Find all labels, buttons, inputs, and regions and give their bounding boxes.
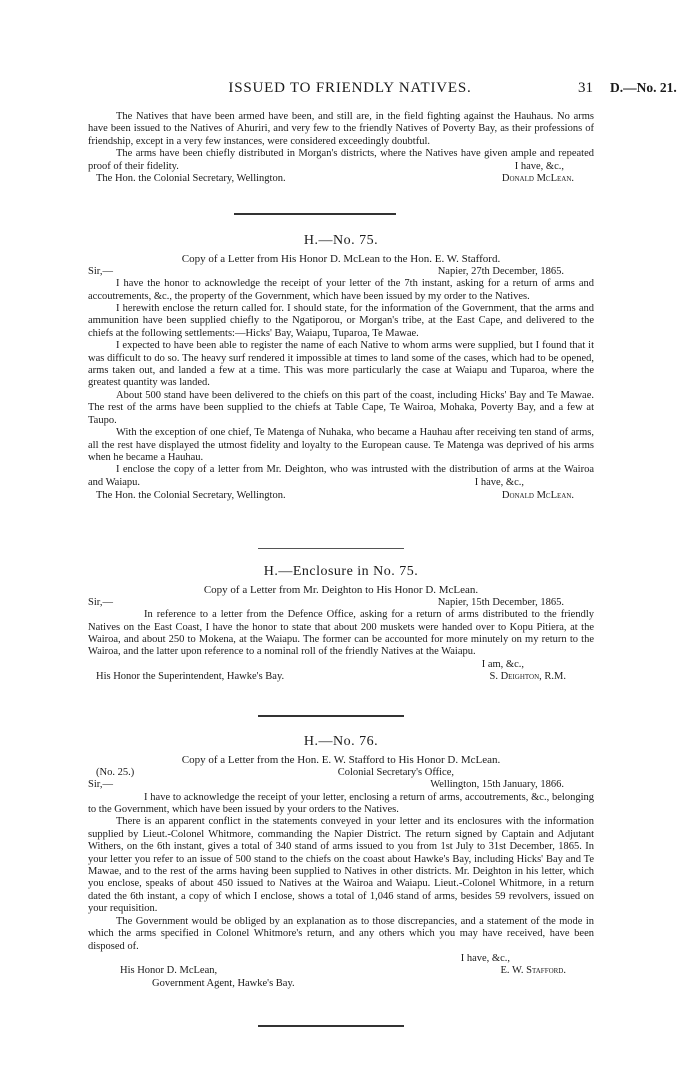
paragraph: The arms have been chiefly distributed in Morgan's districts, where the Natives have given ample and repeated proof of their fidelity. — [88, 148, 594, 172]
section-subtitle: Copy of a Letter from the Hon. E. W. Stafford to His Honor D. McLean. — [181, 754, 501, 767]
document-reference: D.—No. 21. — [610, 80, 677, 95]
closing: I have, &c., — [514, 161, 564, 173]
section-divider — [234, 213, 396, 215]
signature: E. W. Stafford. — [500, 965, 566, 977]
section-heading: H.—No. 76. — [303, 734, 379, 749]
letter-no-75 — [88, 235, 594, 502]
addressee-line-2: Government Agent, Hawke's Bay. — [152, 977, 295, 989]
dateline: Napier, 27th December, 1865. — [437, 265, 564, 277]
enclosure-no-75 — [88, 566, 594, 684]
office-line: Colonial Secretary's Office, — [337, 766, 454, 778]
paragraph: In reference to a letter from the Defence Office, asking for a return of arms distributed to the friendly Natives on the East Coast, I have the honor to state that about 200 muskets were handed over to Kopu Pitiera, at the Wairoa, and about 250 to Mokena, at the Waiapu. The former can be accounted for more minutely on my return to the Wairoa, and the latter upon reference to a nominal roll of the friendly Natives at the Waiapu. — [88, 609, 594, 658]
letter-number: (No. 25.) — [96, 766, 135, 778]
signature: Donald McLean. — [501, 489, 574, 501]
section-heading: H.—Enclosure in No. 75. — [263, 564, 419, 579]
paragraph: With the exception of one chief, Te Matenga of Nuhaka, who became a Hauhau after receiving ten stand of arms, all the rest have displayed the utmost fidelity and loyalty to the European cause. Te Matenga was deprived of his arms when he became a Hauhau. — [88, 427, 594, 463]
paragraph: I have to acknowledge the receipt of your letter, enclosing a return of arms, accoutrements, &c., belonging to the Government, which have been issued by your orders to the Natives. — [88, 791, 594, 816]
addressee: The Hon. the Colonial Secretary, Wellington. — [96, 489, 286, 501]
letter-no-76 — [88, 736, 594, 990]
page-number: 31 — [578, 80, 593, 96]
paragraph: I enclose the copy of a letter from Mr. Deighton, who was intrusted with the distribution of arms at the Wairoa and Waiapu. — [88, 464, 594, 488]
section-subtitle: Copy of a Letter from Mr. Deighton to His Honor D. McLean. — [203, 584, 479, 597]
paragraph: There is an apparent conflict in the statements conveyed in your letter and its enclosures with the information supplied by Lieut.-Colonel Whitmore, commanding the Napier District. The return signed by Captain and Adjutant Withers, on the 6th instant, gives a total of 340 stand of arms issued to you from 1st July to 31st December, 1865. In your letter you refer to an issue of 500 stand to the chiefs on the coast about Hawke's Bay, including Hicks' Bay and Te Mawae, and to the rest of the arms having been supplied to Natives in other districts. Mr. Deighton in his letter, which you enclose, speaks of about 450 issued to Natives at the Wairoa and Waiapu. Lieut.-Colonel Whitmore, in a return dated the 6th instant, a copy of which I enclose, shows a total of 1,046 stand of arms, besides 59 revolvers, issued on your requisition. — [88, 816, 594, 915]
paragraph: The Natives that have been armed have been, and still are, in the field fighting against the Hauhaus. No arms have been issued to the Natives of Ahuriri, and very few to the friendly Natives of Poverty Bay, as their professions of friendship, except in a very few instances, were considered exceedingly doubtful. — [88, 111, 594, 147]
section-subtitle: Copy of a Letter from His Honor D. McLean to the Hon. E. W. Stafford. — [181, 253, 501, 266]
closing: I have, &c., — [474, 477, 524, 489]
salutation: Sir,— — [88, 779, 113, 791]
paragraph: About 500 stand have been delivered to the chiefs on this part of the coast, including Hicks' Bay and Te Mawae. The rest of the arms have been supplied to the chiefs at Table Cape, Te Wairoa, Mohaka, Poverty Bay, and a few at Taupo. — [88, 389, 594, 426]
closing: I am, &c., — [481, 658, 524, 670]
running-header-title: ISSUED TO FRIENDLY NATIVES. — [228, 80, 472, 96]
paragraph: I have the honor to acknowledge the receipt of your letter of the 7th instant, asking for a return of arms and accoutrements, &c., the property of the Government, which have been issued by my order to the Natives. — [88, 278, 594, 302]
salutation: Sir,— — [88, 265, 113, 277]
paragraph: I expected to have been able to register the name of each Native to whom arms were supplied, but I found that it was difficult to do so. The heavy surf rendered it impossible at times to land some of the cases, which had to be opened, arms taken out, and landed a few at a time. This was more particularly the case at Waiapu and Tuparoa, where the greatest quantity was landed. — [88, 340, 594, 389]
dateline: Wellington, 15th January, 1866. — [430, 779, 564, 791]
salutation: Sir,— — [88, 596, 113, 608]
addressee: His Honor D. McLean, — [120, 965, 218, 977]
paragraph: The Government would be obliged by an explanation as to those discrepancies, and a statement of the mode in which the arms specified in Colonel Whitmore's return, and any others which you may have received, have been disposed of. — [88, 915, 594, 952]
addressee: His Honor the Superintendent, Hawke's Bay. — [96, 671, 285, 683]
signature: Donald McLean. — [501, 173, 574, 185]
section-heading: H.—No. 75. — [303, 233, 379, 248]
addressee: The Hon. the Colonial Secretary, Wellington. — [96, 173, 286, 185]
signature: S. Deighton, R.M. — [489, 671, 566, 683]
closing: I have, &c., — [460, 952, 510, 964]
section-divider — [258, 715, 404, 717]
section-divider — [258, 1025, 404, 1027]
paragraph: I herewith enclose the return called for. I should state, for the information of the Government, that the arms and ammunition have been supplied chiefly to the Ngatiporou, or Morgan's tribe, at the East Cape, and delivered to the chiefs at the following settlements:—Hicks' Bay, Waiapu, Tuparoa, Te Mawae. — [88, 303, 594, 339]
section-divider — [258, 548, 404, 549]
dateline: Napier, 15th December, 1865. — [437, 596, 564, 608]
continuation-letter — [88, 111, 594, 186]
